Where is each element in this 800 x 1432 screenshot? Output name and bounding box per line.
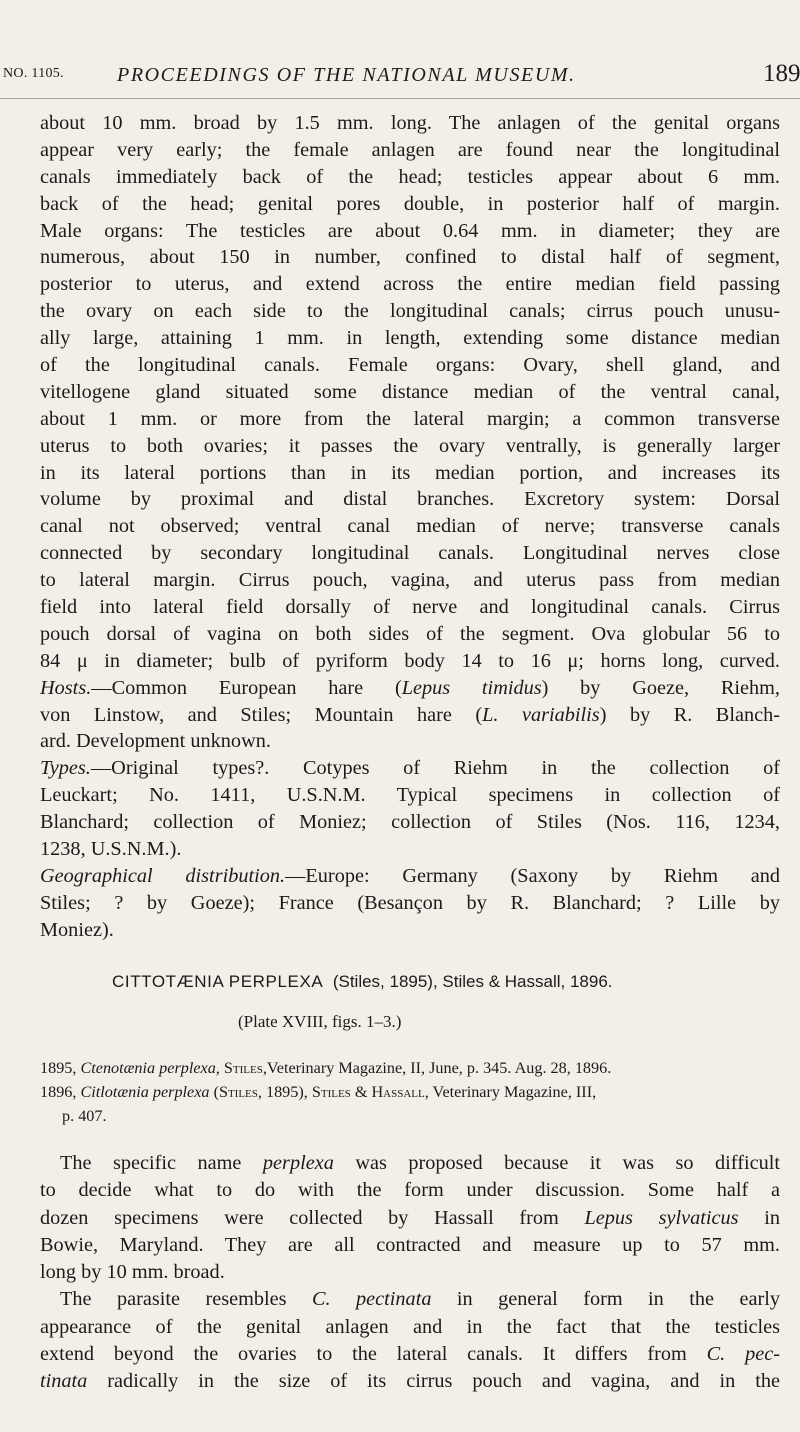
text-line: back of the head; genital pores double, in posterior half of margin. [40,192,780,215]
species-name: CITTOTÆNIA PERPLEXA [112,972,324,991]
text-line: Male organs: The testicles are about 0.64 mm. in diameter; they are [40,219,780,242]
host-species: Lepus timidus [401,676,542,699]
text-line: Blanchard; collection of Moniez; collection of Stiles (Nos. 116, 1234, [40,811,780,834]
text-line: posterior to uterus, and extend across the entire median field passing [40,273,780,296]
text-line: ally large, attaining 1 mm. in length, extending some distance median [40,327,780,350]
text-line: 1238, U.S.N.M.). [40,838,182,861]
text-line: uterus to both ovaries; it passes the ovary ventrally, is generally larger [40,434,780,457]
text-line: volume by proximal and distal branches. Excretory system: Dorsal [40,488,780,511]
text-line: Hosts.—Common European hare (Lepus timidus) by Goeze, Riehm, [40,676,780,699]
text-line: of the longitudinal canals. Female organs: Ovary, shell gland, and [40,354,780,377]
text-line: Bowie, Maryland. They are all contracted and measure up to 57 mm. [40,1233,780,1256]
text-line: long by 10 mm. broad. [40,1261,225,1284]
text-line: appearance of the genital anlagen and in the fact that the testicles [40,1315,780,1338]
text-line: appear very early; the female anlagen are found near the longitudinal [40,138,780,161]
paragraph-types [40,755,780,863]
text-line: von Linstow, and Stiles; Mountain hare (L. variabilis) by R. Blanch- [40,703,780,726]
discussion-text [40,1150,780,1396]
text-line: about 1 mm. or more from the lateral margin; a common transverse [40,407,780,430]
paragraph-distribution [40,863,780,944]
text-line: connected by secondary longitudinal canals. Longitudinal nerves close [40,542,780,565]
text-line: canals immediately back of the head; testicles appear about 6 mm. [40,165,780,188]
text-line: The parasite resembles C. pectinata in general form in the early [60,1288,780,1311]
page-number: 189 [763,60,800,87]
paragraph-comparison [40,1286,780,1395]
text-line: to decide what to do with the form under discussion. Some half a [40,1179,780,1202]
text-line: Stiles; ? by Goeze); France (Besançon by R. Blanchard; ? Lille by [40,891,780,914]
text-line: about 10 mm. broad by 1.5 mm. long. The anlagen of the genital organs [40,112,780,134]
text-line: vitellogene gland situated some distance median of the ventral canal, [40,380,780,403]
text-line: Types.—Original types?. Cotypes of Riehm in the collection of [40,757,780,780]
species-description [40,110,780,944]
species-authority: (Stiles, 1895), Stiles & Hassall, 1896. [332,972,613,991]
text-line: 84 μ in diameter; bulb of pyriform body 14 to 16 μ; horns long, curved. [40,649,780,672]
text-line: ard. Development unknown. [40,730,271,753]
running-title: PROCEEDINGS OF THE NATIONAL MUSEUM. [117,64,576,86]
synonymy-entry: 1896, Citlotænia perplexa (Stiles, 1895), Stiles & Hassall, Veterinary Magazine, III, [40,1083,597,1101]
synonymy-list [40,1056,780,1128]
text-line: The specific name perplexa was proposed because it was so difficult [60,1152,780,1174]
text-line: Geographical distribution.—Europe: Germany (Saxony by Riehm and [40,864,780,887]
text-line: field into lateral field dorsally of nerve and longitudinal canals. Cirrus [40,596,780,619]
plate-reference: (Plate XVIII, figs. 1–3.) [238,1012,402,1031]
issue-number: NO. 1105. [3,66,64,81]
host-species: L. variabilis [482,703,600,726]
distribution-label: Geographical distribution. [40,864,286,887]
paragraph-anatomy [40,110,780,675]
header-rule [0,98,800,99]
paragraph-hosts [40,675,780,756]
text-line: in its lateral portions than in its median portion, and increases its [40,461,780,484]
text-line: canal not observed; ventral canal median of nerve; transverse canals [40,515,780,538]
text-line: to lateral margin. Cirrus pouch, vagina, and uterus pass from median [40,569,780,592]
types-label: Types. [40,757,91,780]
paragraph-name-origin [40,1150,780,1286]
species-heading [112,972,613,992]
text-line: Moniez). [40,918,114,941]
hosts-label: Hosts. [40,676,92,699]
text-line: tinata radically in the size of its cirrus pouch and vagina, and in the [40,1370,780,1393]
text-line: the ovary on each side to the longitudinal canals; cirrus pouch unusu- [40,300,780,323]
text-line: pouch dorsal of vagina on both sides of the segment. Ova globular 56 to [40,622,780,645]
synonymy-continuation: p. 407. [62,1107,107,1125]
text-line: dozen specimens were collected by Hassall from Lepus sylvaticus in [40,1206,780,1229]
synonymy-entry: 1895, Ctenotænia perplexa, Stiles,Veterinary Magazine, II, June, p. 345. Aug. 28, 1896. [40,1059,612,1077]
text-line: numerous, about 150 in number, confined to distal half of segment, [40,246,780,269]
text-line: extend beyond the ovaries to the lateral canals. It differs from C. pec- [40,1343,780,1366]
text-line: Leuckart; No. 1411, U.S.N.M. Typical specimens in collection of [40,784,780,807]
